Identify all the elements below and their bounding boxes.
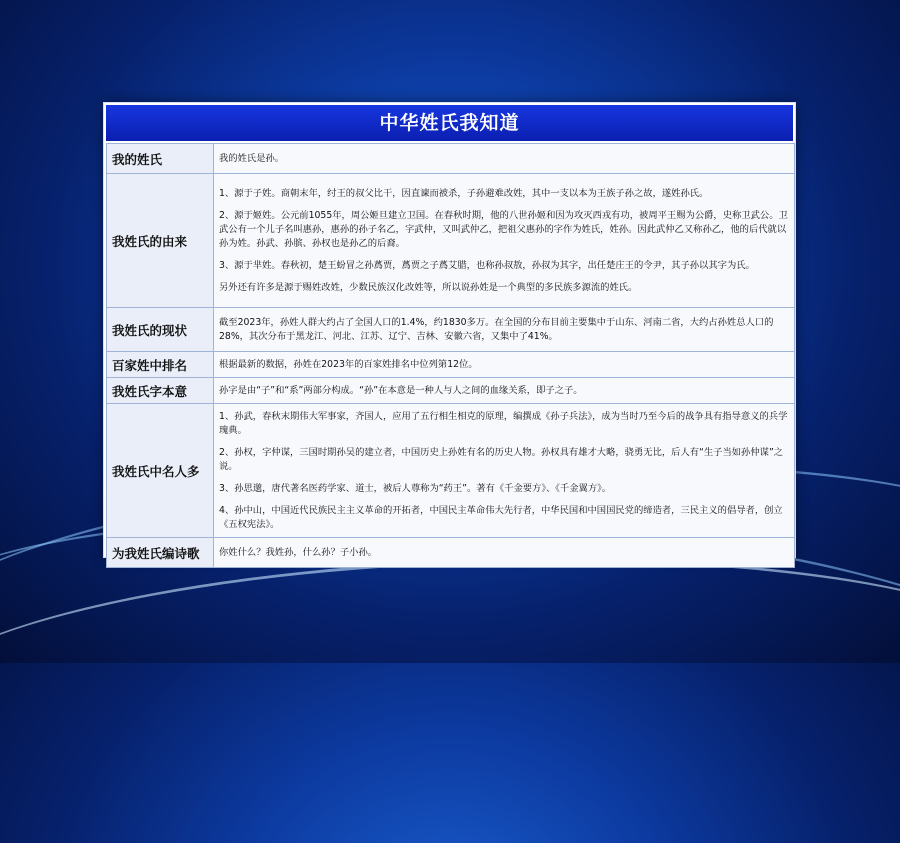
content-paragraph: 2、孙权，字仲谋，三国时期孙吴的建立者，中国历史上孙姓有名的历史人物。孙权具有雄才大略，骁勇无比，后人有“生子当如孙仲谋”之说。 — [219, 446, 784, 472]
row-content — [214, 404, 795, 538]
content-paragraph: 另外还有许多是源于赐姓改姓，少数民族汉化改姓等，所以说孙姓是一个典型的多民族多源流的姓氏。 — [219, 281, 638, 293]
content-paragraph: 你姓什么？我姓孙，什么孙？子小孙。 — [219, 546, 378, 558]
row-label: 我姓氏的由来 — [107, 174, 214, 308]
content-paragraph: 3、孙思邈，唐代著名医药学家、道士，被后人尊称为“药王”。著有《千金要方》、《千金翼方》。 — [219, 482, 612, 494]
content-paragraph: 3、源于芈姓。春秋初，楚王蚡冒之孙蔿贾，蔿贾之子蔿艾腊，也称孙叔敖，孙叔为其字，出任楚庄王的令尹，其子孙以其字为氏。 — [219, 259, 755, 271]
card-title: 中华姓氏我知道 — [106, 105, 793, 141]
table-row-meaning — [107, 378, 795, 404]
info-table — [106, 143, 795, 568]
content-paragraph: 1、源于子姓。商朝末年，纣王的叔父比干，因直谏而被杀，子孙避难改姓，其中一支以本为王族子孙之故，遂姓孙氏。 — [219, 187, 709, 199]
row-label: 百家姓中排名 — [107, 352, 214, 378]
background-swoosh-3 — [0, 540, 900, 843]
row-content — [214, 538, 795, 568]
content-paragraph: 1、孙武，春秋末期伟大军事家，齐国人，应用了五行相生相克的原理，编撰成《孙子兵法》，成为当时乃至今后的战争具有指导意义的兵学瑰典。 — [219, 410, 788, 436]
row-label: 我姓氏的现状 — [107, 308, 214, 352]
table-row-famous-people — [107, 404, 795, 538]
row-label: 我姓氏中名人多 — [107, 404, 214, 538]
table-row-status — [107, 308, 795, 352]
table-row-ranking — [107, 352, 795, 378]
content-paragraph: 根据最新的数据，孙姓在2023年的百家姓排名中位列第12位。 — [219, 358, 478, 370]
info-card — [103, 102, 796, 561]
row-content — [214, 308, 795, 352]
content-paragraph: 2、源于姬姓。公元前1055年，周公姬旦建立卫国。在春秋时期，他的八世孙姬和因为攻灭西戎有功，被周平王赐为公爵，史称卫武公。卫武公有一个儿子名叫惠孙，惠孙的孙子名乙，字武仲，又叫武仲乙，把祖父惠孙的字作为姓氏，姓孙。因此武仲乙又称孙乙，他的后代就以孙为姓。孙武、孙膑、孙权也是孙乙的后裔。 — [219, 209, 788, 249]
content-paragraph: 截至2023年，孙姓人群大约占了全国人口的1.4%，约1830多万。在全国的分布目前主要集中于山东、河南二省，大约占孙姓总人口的28%，其次分布于黑龙江、河北、江苏、辽宁、吉林、安徽六省，又集中了41%。 — [219, 316, 774, 342]
row-label: 为我姓氏编诗歌 — [107, 538, 214, 568]
row-content — [214, 378, 795, 404]
content-paragraph: 4、孙中山，中国近代民族民主主义革命的开拓者，中国民主革命伟大先行者，中华民国和中国国民党的缔造者，三民主义的倡导者，创立《五权宪法》。 — [219, 504, 783, 530]
row-content — [214, 352, 795, 378]
content-paragraph: 孙字是由“子”和“系”两部分构成。“孙”在本意是一种人与人之间的血缘关系，即子之子。 — [219, 384, 583, 396]
table-row-origin — [107, 174, 795, 308]
row-content — [214, 144, 795, 174]
table-row-surname — [107, 144, 795, 174]
row-label: 我的姓氏 — [107, 144, 214, 174]
content-paragraph: 我的姓氏是孙。 — [219, 152, 285, 164]
table-row-poem — [107, 538, 795, 568]
row-content — [214, 174, 795, 308]
row-label: 我姓氏字本意 — [107, 378, 214, 404]
